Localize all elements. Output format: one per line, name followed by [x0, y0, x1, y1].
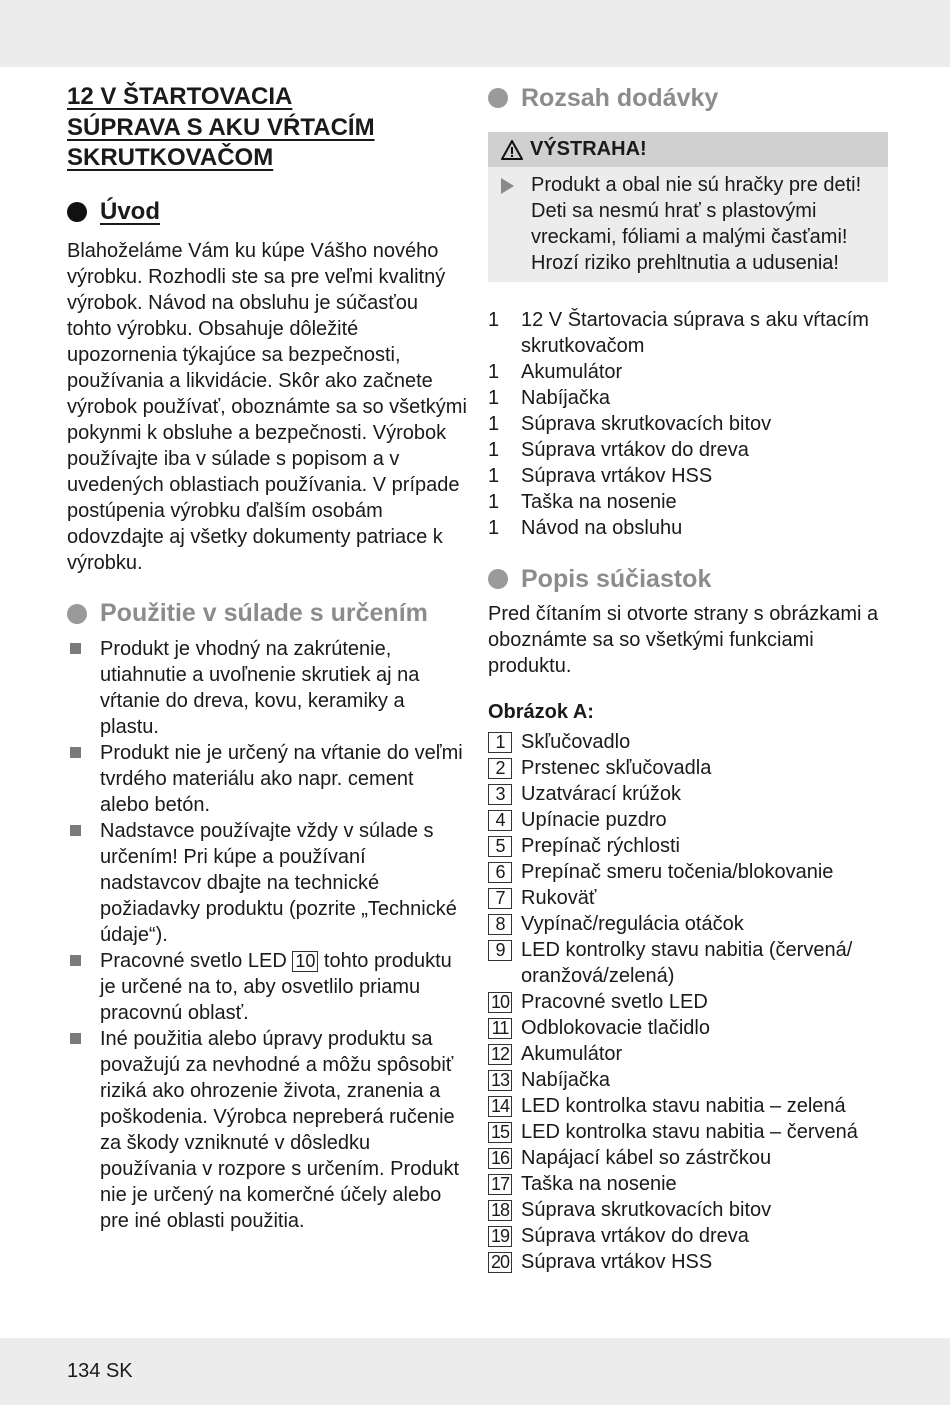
part-name: LED kontrolka stavu nabitia – zelená	[521, 1095, 846, 1117]
part-item	[488, 1197, 888, 1223]
footer-band	[0, 1338, 950, 1405]
warning-body	[488, 167, 888, 282]
part-item	[488, 1041, 888, 1067]
page-number: 134	[67, 1360, 101, 1382]
parts-heading-label: Popis súčiastok	[521, 564, 712, 593]
item-name: Akumulátor	[521, 361, 623, 383]
part-item	[488, 1015, 888, 1041]
list-item	[67, 740, 467, 818]
part-item	[488, 729, 888, 755]
part-item	[488, 781, 888, 807]
item-name: Návod na obsluhu	[521, 517, 683, 539]
parts-text: Pred čítaním si otvorte strany s obrázkami a oboznámte sa so všetkými funkciami produktu.	[488, 603, 879, 677]
warning-text: Produkt a obal nie sú hračky pre deti! Deti sa nesmú hrať s plastovými vreckami, fóliami a malými časťami! Hrozí riziko prehltnutia a udusenia!	[531, 174, 862, 274]
part-number: 1	[488, 732, 512, 753]
list-item-text: Nadstavce používajte vždy v súlade s určením! Pri kúpe a používaní nadstavcov dbajte na technické požiadavky produktu (pozrite „Technické údaje“).	[100, 819, 457, 946]
item-name: Súprava vrtákov HSS	[521, 465, 713, 487]
part-number: 16	[488, 1148, 512, 1169]
part-item	[488, 1145, 888, 1171]
part-name: Nabíjačka	[521, 1069, 610, 1091]
part-item	[488, 989, 888, 1015]
quantity: 1	[488, 387, 500, 409]
part-name: Taška na nosenie	[521, 1173, 677, 1195]
list-item	[488, 489, 888, 515]
item-name: Nabíjačka	[521, 387, 610, 409]
list-item	[488, 307, 888, 359]
header-band	[0, 0, 950, 67]
title-line: 12 V ŠTARTOVACIA	[67, 83, 293, 110]
usage-heading	[67, 598, 467, 630]
part-number: 20	[488, 1252, 512, 1273]
square-bullet-icon	[70, 643, 81, 654]
part-reference: 10	[292, 951, 318, 972]
part-item	[488, 755, 888, 781]
list-item-text: tohto produktu je určené na to, aby osvetlilo priamu pracovnú oblasť.	[100, 949, 452, 1024]
right-column	[488, 82, 888, 1275]
quantity: 1	[488, 491, 500, 513]
scope-heading	[488, 82, 888, 114]
parts-heading	[488, 563, 888, 595]
figure-label: Obrázok A:	[488, 701, 594, 723]
list-item-text: Produkt nie je určený na vŕtanie do veľmi tvrdého materiálu ako napr. cement alebo betón.	[100, 741, 463, 816]
title-line: SKRUTKOVAČOM	[67, 144, 274, 171]
left-column	[67, 82, 467, 1234]
part-number: 19	[488, 1226, 512, 1247]
part-number: 8	[488, 914, 512, 935]
part-name: Prepínač rýchlosti	[521, 835, 680, 857]
warning-box	[488, 132, 888, 282]
item-name: Súprava vrtákov do dreva	[521, 439, 749, 461]
part-item	[488, 1119, 888, 1145]
part-number: 5	[488, 836, 512, 857]
list-item	[67, 1026, 467, 1234]
list-item-text: Iné použitia alebo úpravy produktu sa považujú za nevhodné a môžu spôsobiť riziká ako ohrozenie života, zranenia a poškodenia. Výrobca nepreberá ručenie za škody vzniknuté v dôsledku používania v rozpore s určením. Produkt nie je určený na komerčné účely alebo pre iné oblasti použitia.	[100, 1027, 460, 1232]
item-name: Taška na nosenie	[521, 491, 677, 513]
square-bullet-icon	[70, 825, 81, 836]
part-item	[488, 885, 888, 911]
parts-list	[488, 729, 888, 1275]
intro-heading-label: Úvod	[100, 197, 160, 225]
part-number: 10	[488, 992, 512, 1013]
part-item	[488, 911, 888, 937]
part-name: LED kontrolka stavu nabitia – červená	[521, 1121, 858, 1143]
bullet-dot-icon	[488, 569, 508, 589]
square-bullet-icon	[70, 1033, 81, 1044]
quantity: 1	[488, 413, 500, 435]
part-item	[488, 859, 888, 885]
part-name: Súprava vrtákov do dreva	[521, 1225, 749, 1247]
list-item	[488, 515, 888, 541]
warning-title: VÝSTRAHA!	[530, 138, 647, 160]
scope-list	[488, 307, 888, 541]
part-number: 14	[488, 1096, 512, 1117]
part-name: Prstenec skľučovadla	[521, 757, 712, 779]
part-name: Odblokovacie tlačidlo	[521, 1017, 710, 1039]
list-item	[488, 463, 888, 489]
part-item	[488, 807, 888, 833]
bullet-dot-icon	[67, 202, 87, 222]
part-number: 7	[488, 888, 512, 909]
quantity: 1	[488, 517, 500, 539]
quantity: 1	[488, 439, 500, 461]
part-name: Pracovné svetlo LED	[521, 991, 708, 1013]
part-number: 4	[488, 810, 512, 831]
bullet-dot-icon	[488, 88, 508, 108]
quantity: 1	[488, 309, 500, 331]
part-name: Súprava vrtákov HSS	[521, 1251, 713, 1273]
item-name: 12 V Štartovacia súprava s aku vŕtacím skrutkovačom	[521, 309, 869, 357]
list-item	[488, 411, 888, 437]
part-item	[488, 1171, 888, 1197]
bullet-dot-icon	[67, 604, 87, 624]
quantity: 1	[488, 361, 500, 383]
language-code: SK	[105, 1360, 133, 1382]
part-number: 13	[488, 1070, 512, 1091]
list-item	[67, 818, 467, 948]
part-number: 11	[488, 1018, 512, 1039]
part-name: Vypínač/regulácia otáčok	[521, 913, 744, 935]
part-item	[488, 1249, 888, 1275]
list-item	[488, 385, 888, 411]
part-name: Uzatvárací krúžok	[521, 783, 682, 805]
part-item	[488, 937, 888, 989]
usage-list	[67, 636, 467, 1234]
list-item-text: Produkt je vhodný na zakrútenie, utiahnutie a uvoľnenie skrutiek aj na vŕtanie do dreva, kovu, keramiky a plastu.	[100, 637, 420, 738]
part-number: 9	[488, 940, 512, 961]
square-bullet-icon	[70, 955, 81, 966]
square-bullet-icon	[70, 747, 81, 758]
part-name: Prepínač smeru točenia/blokovanie	[521, 861, 834, 883]
quantity: 1	[488, 465, 500, 487]
page-footer	[67, 1360, 133, 1383]
warning-triangle-icon	[500, 139, 524, 161]
part-name: Súprava skrutkovacích bitov	[521, 1199, 772, 1221]
document-title	[67, 82, 467, 174]
scope-heading-label: Rozsah dodávky	[521, 83, 719, 112]
item-name: Súprava skrutkovacích bitov	[521, 413, 772, 435]
part-name: LED kontrolky stavu nabitia (červená/ oranžová/zelená)	[521, 939, 853, 987]
part-item	[488, 1067, 888, 1093]
intro-text: Blahoželáme Vám ku kúpe Vášho nového výrobku. Rozhodli ste sa pre veľmi kvalitný výrobok. Návod na obsluhu je súčasťou tohto výrobku. Obsahuje dôležité upozornenia týkajúce sa bezpečnosti, používania a likvidácie. Skôr ako začnete výrobok používať, oboznámte sa so všetkými pokynmi k obsluhe a bezpečnosti. Výrobok používajte iba v súlade s popisom a v uvedených oblastiach používania. V prípade postúpenia výrobku ďalším osobám odovzdajte aj všetky dokumenty patriace k výrobku.	[67, 239, 467, 574]
list-item-text: Pracovné svetlo LED	[100, 949, 287, 972]
part-number: 18	[488, 1200, 512, 1221]
part-name: Skľučovadlo	[521, 731, 631, 753]
part-item	[488, 1223, 888, 1249]
part-name: Akumulátor	[521, 1043, 623, 1065]
part-number: 17	[488, 1174, 512, 1195]
part-name: Napájací kábel so zástrčkou	[521, 1147, 772, 1169]
part-number: 15	[488, 1122, 512, 1143]
part-item	[488, 833, 888, 859]
usage-heading-label: Použitie v súlade s určením	[100, 599, 428, 627]
warning-header	[488, 132, 888, 167]
part-item	[488, 1093, 888, 1119]
list-item	[67, 636, 467, 740]
part-number: 12	[488, 1044, 512, 1065]
list-item	[67, 948, 467, 1026]
list-item	[488, 437, 888, 463]
part-number: 2	[488, 758, 512, 779]
triangle-bullet-icon	[501, 178, 514, 194]
part-number: 3	[488, 784, 512, 805]
list-item	[488, 359, 888, 385]
part-name: Rukoväť	[521, 887, 597, 909]
title-line: SÚPRAVA S AKU VŔTACÍM	[67, 113, 375, 141]
part-name: Upínacie puzdro	[521, 809, 667, 831]
part-number: 6	[488, 862, 512, 883]
intro-heading	[67, 196, 467, 228]
